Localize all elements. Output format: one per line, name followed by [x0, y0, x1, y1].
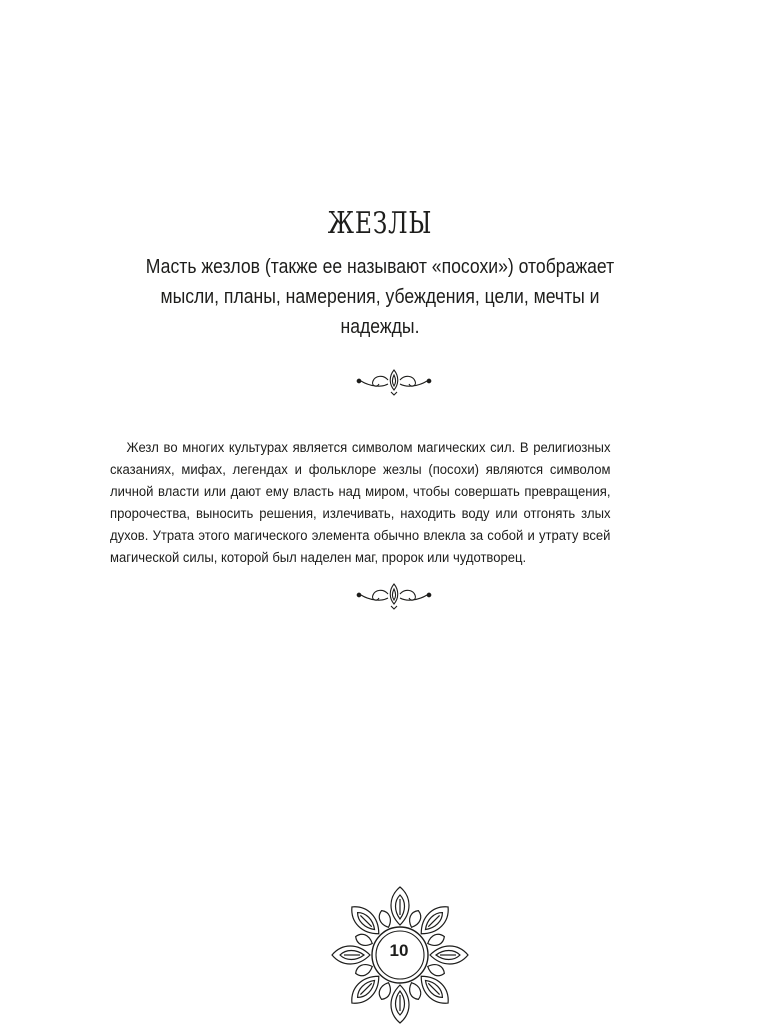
chapter-title: ЖЕЗЛЫ	[327, 206, 433, 242]
body-paragraph: Жезл во многих культурах является символом магических сил. В религиозных сказаниях, мифах, легендах и фольклоре жезлы (посохи) являются символом личной власти или дают ему власть над миром, чтобы совершать превращения, пророчества, выносить решения, излечивать, находить воду или отгонять злых духов. Утрата этого магического элемента обычно влекла за собой и утрату всей магической силы, которой был наделен маг, пророк или чудотворец.	[110, 440, 611, 566]
lead-paragraph: Масть жезлов (также ее называют «посохи») отображает мысли, планы, намерения, убеждения, цели, мечты и надежды.	[145, 256, 615, 338]
page-number: 10	[389, 941, 409, 960]
flourish-divider-icon	[355, 366, 433, 396]
flourish-divider-icon-2	[355, 580, 433, 610]
